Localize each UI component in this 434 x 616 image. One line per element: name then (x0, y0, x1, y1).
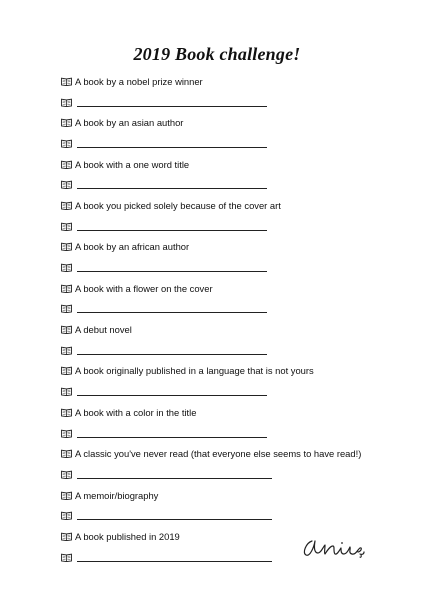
challenge-label: A classic you've never read (that everyone else seems to have read!) (75, 448, 362, 460)
open-book-icon (61, 387, 72, 396)
challenge-item (61, 402, 421, 423)
challenge-item (61, 71, 421, 92)
challenge-label: A book originally published in a language that is not yours (75, 365, 314, 377)
challenge-label: A book with a color in the title (75, 406, 197, 418)
answer-blank-line[interactable] (77, 387, 267, 396)
challenge-label: A book by a nobel prize winner (75, 75, 203, 87)
challenge-label: A book by an asian author (75, 117, 184, 129)
open-book-icon (61, 139, 72, 148)
challenge-item (61, 361, 421, 382)
challenge-answer-row (61, 464, 421, 485)
challenge-item (61, 237, 421, 258)
challenge-answer-row (61, 92, 421, 113)
answer-blank-line[interactable] (77, 98, 267, 107)
answer-blank-line[interactable] (77, 470, 272, 479)
challenge-answer-row (61, 299, 421, 320)
open-book-icon (61, 532, 72, 541)
open-book-icon (61, 470, 72, 479)
answer-blank-line[interactable] (77, 553, 272, 562)
answer-blank-line[interactable] (77, 222, 267, 231)
challenge-answer-row (61, 423, 421, 444)
open-book-icon (61, 553, 72, 562)
challenge-item (61, 319, 421, 340)
answer-blank-line[interactable] (77, 263, 267, 272)
challenge-item (61, 154, 421, 175)
page-title: 2019 Book challenge! (133, 44, 301, 64)
open-book-icon (61, 77, 72, 86)
open-book-icon (61, 325, 72, 334)
challenge-label: A book with a one word title (75, 158, 190, 170)
challenge-label: A debut novel (75, 324, 132, 336)
signature (298, 527, 370, 563)
open-book-icon (61, 160, 72, 169)
open-book-icon (61, 304, 72, 313)
open-book-icon (61, 284, 72, 293)
challenge-label: A book by an african author (75, 241, 190, 253)
answer-blank-line[interactable] (77, 139, 267, 148)
answer-blank-line[interactable] (77, 346, 267, 355)
challenge-answer-row (61, 216, 421, 237)
open-book-icon (61, 263, 72, 272)
open-book-icon (61, 242, 72, 251)
answer-blank-line[interactable] (77, 304, 267, 313)
challenge-item (61, 485, 421, 506)
challenge-list (61, 71, 421, 568)
challenge-item (61, 443, 421, 464)
open-book-icon (61, 449, 72, 458)
challenge-answer-row (61, 340, 421, 361)
open-book-icon (61, 118, 72, 127)
challenge-item (61, 195, 421, 216)
challenge-answer-row (61, 505, 421, 526)
open-book-icon (61, 346, 72, 355)
answer-blank-line[interactable] (77, 511, 272, 520)
open-book-icon (61, 408, 72, 417)
challenge-label: A memoir/biography (75, 489, 159, 501)
challenge-answer-row (61, 381, 421, 402)
answer-blank-line[interactable] (77, 429, 267, 438)
challenge-answer-row (61, 174, 421, 195)
challenge-answer-row (61, 257, 421, 278)
open-book-icon (61, 98, 72, 107)
challenge-item (61, 112, 421, 133)
challenge-label: A book you picked solely because of the cover art (75, 199, 281, 211)
open-book-icon (61, 201, 72, 210)
answer-blank-line[interactable] (77, 180, 267, 189)
open-book-icon (61, 511, 72, 520)
open-book-icon (61, 222, 72, 231)
challenge-answer-row (61, 133, 421, 154)
open-book-icon (61, 180, 72, 189)
open-book-icon (61, 429, 72, 438)
open-book-icon (61, 366, 72, 375)
challenge-label: A book with a flower on the cover (75, 282, 213, 294)
open-book-icon (61, 491, 72, 500)
challenge-item (61, 278, 421, 299)
challenge-label: A book published in 2019 (75, 530, 180, 542)
